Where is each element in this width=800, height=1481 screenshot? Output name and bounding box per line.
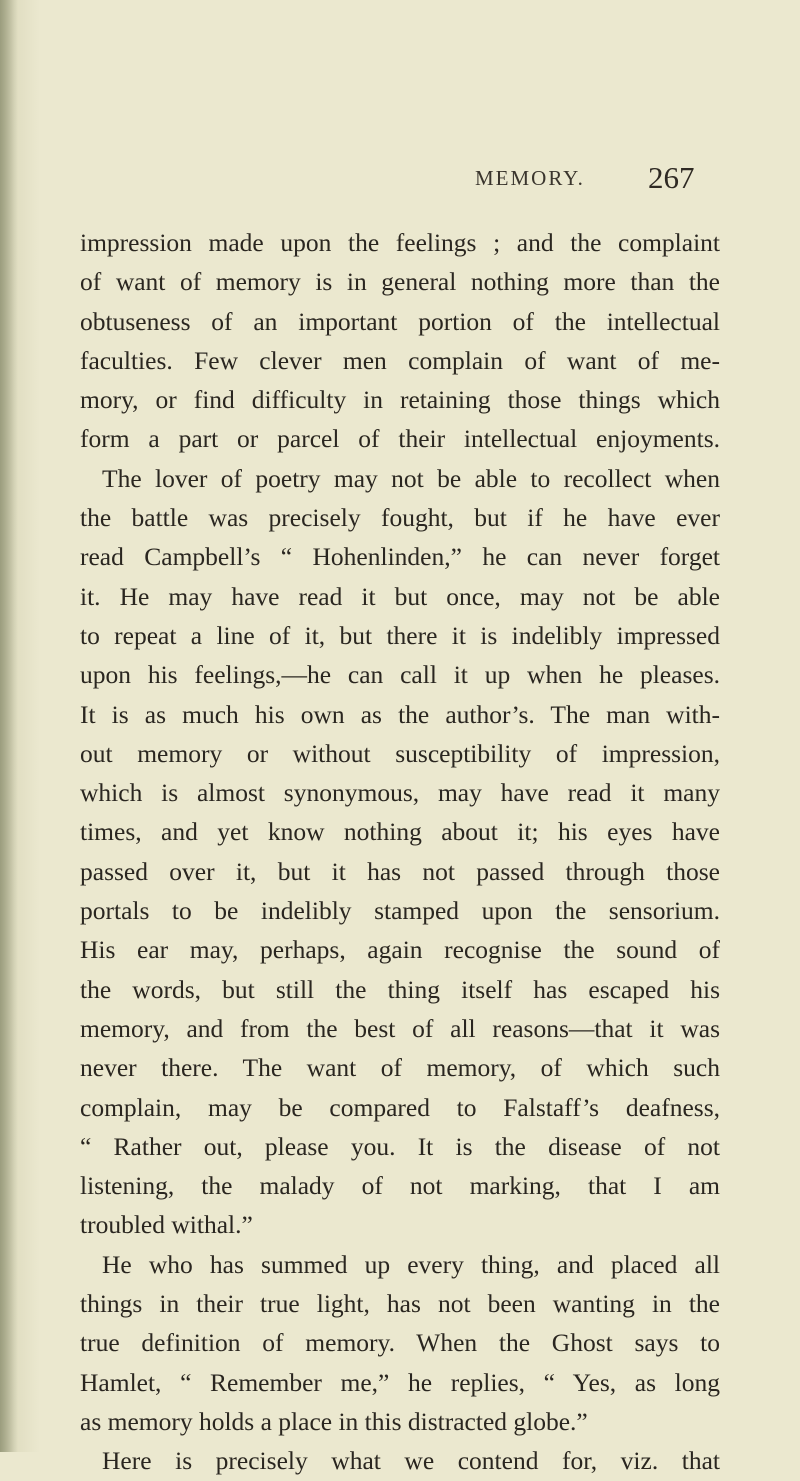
running-title: MEMORY. [475, 166, 585, 190]
text-line: mory, or find difficulty in retaining those things which [80, 385, 720, 415]
text-line: to repeat a line of it, but there it is indelibly impressed [80, 620, 720, 650]
text-line: He who has summed up every thing, and placed all [102, 1249, 720, 1279]
text-line: times, and yet know nothing about it; his eyes have [80, 817, 720, 847]
text-line: complain, may be compared to Falstaff’s deafness, [80, 1092, 720, 1122]
text-line: faculties. Few clever men complain of want of me- [80, 345, 720, 375]
text-line: it. He may have read it but once, may not be able [80, 581, 720, 611]
page-number: 267 [648, 160, 695, 195]
text-line: memory, and from the best of all reasons—that it was [80, 1013, 720, 1043]
text-line: upon his feelings,—he can call it up when he pleases. [80, 660, 720, 690]
text-line: passed over it, but it has not passed through those [80, 856, 720, 886]
text-line: things in their true light, has not been wanting in the [80, 1289, 720, 1319]
text-line: Here is precisely what we contend for, viz. that [102, 1446, 720, 1476]
text-line: The lover of poetry may not be able to recollect when [102, 463, 720, 493]
text-line: true definition of memory. When the Ghost says to [80, 1328, 720, 1358]
text-line: out memory or without susceptibility of impression, [80, 738, 720, 768]
text-line: read Campbell’s “ Hohenlinden,” he can never forget [80, 542, 720, 572]
text-line: portals to be indelibly stamped upon the sensorium. [80, 896, 720, 926]
text-line: of want of memory is in general nothing more than the [80, 267, 720, 297]
body-text [80, 223, 720, 1481]
text-line: impression made upon the feelings ; and the complaint [80, 228, 720, 257]
text-line: which is almost synonymous, may have read it many [80, 778, 720, 808]
text-line: “ Rather out, please you. It is the disease of not [80, 1131, 720, 1161]
text-line: obtuseness of an important portion of the intellectual [80, 306, 720, 336]
text-line: listening, the malady of not marking, that I am [80, 1171, 720, 1201]
text-line: the battle was precisely fought, but if he have ever [80, 503, 720, 533]
text-line: never there. The want of memory, of which such [80, 1053, 720, 1083]
text-line: the words, but still the thing itself has escaped his [80, 974, 720, 1004]
text-line: form a part or parcel of their intellectual enjoyments. [80, 424, 720, 454]
binding-shadow [0, 0, 18, 1452]
text-line: Hamlet, “ Remember me,” he replies, “ Yes, as long [80, 1367, 720, 1397]
text-line: His ear may, perhaps, again recognise the sound of [80, 935, 720, 965]
running-head [0, 160, 800, 200]
text-line: It is as much his own as the author’s. The man with- [80, 699, 720, 729]
text-line: as memory holds a place in this distracted globe.” [80, 1406, 588, 1436]
text-line: troubled withal.” [80, 1210, 253, 1240]
